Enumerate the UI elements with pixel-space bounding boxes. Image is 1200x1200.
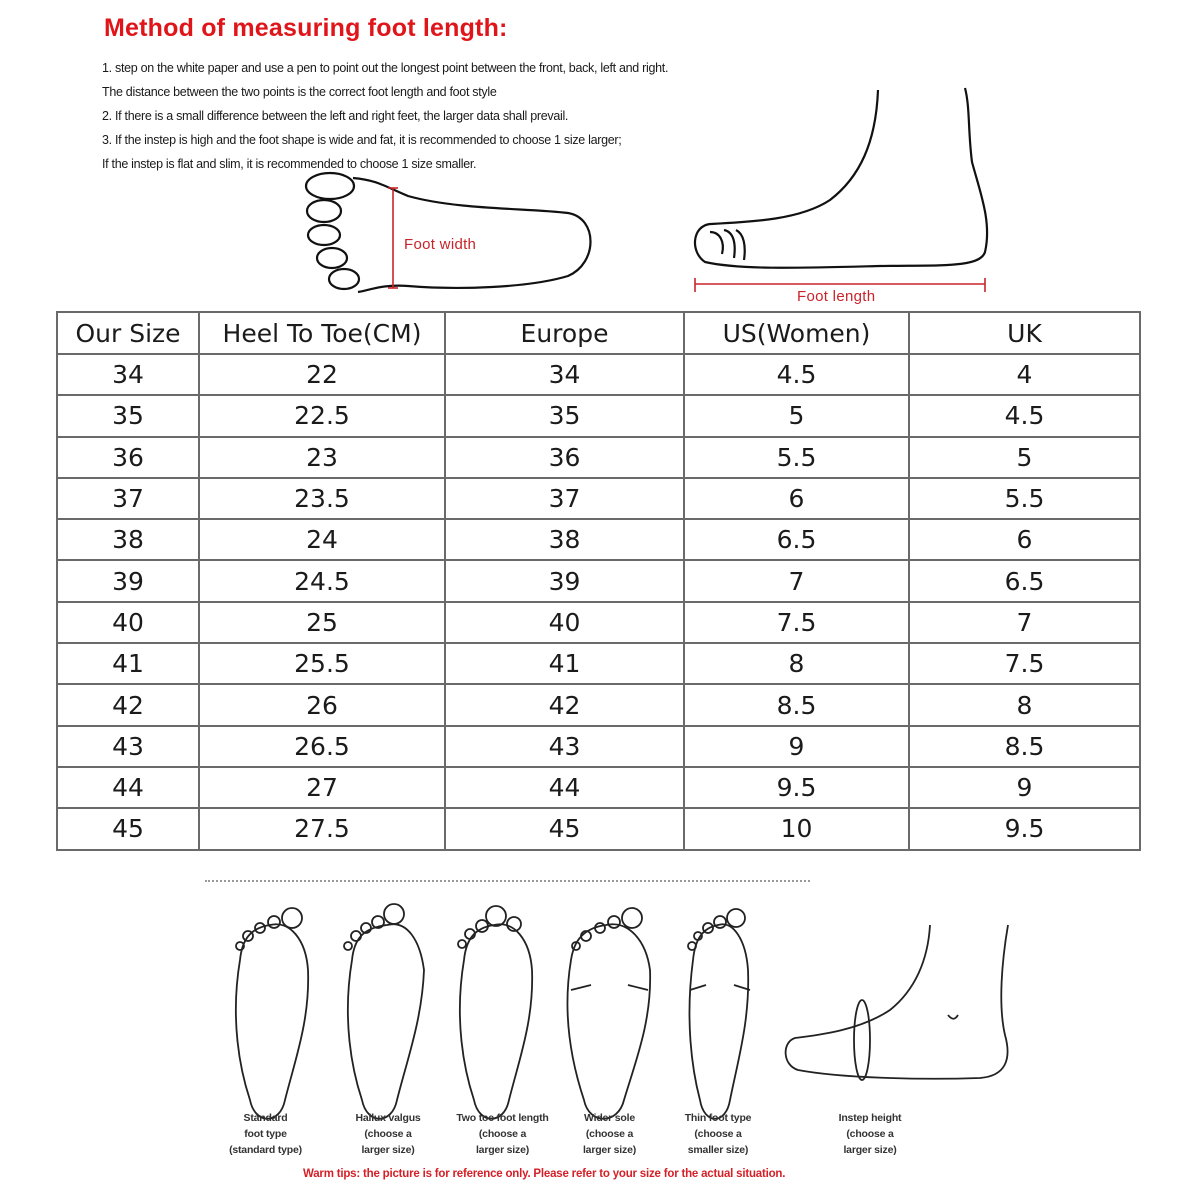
table-cell: 24 — [199, 519, 445, 560]
instruction-line: 1. step on the white paper and use a pen to point out the longest point between the front, back, left and right. — [102, 61, 669, 75]
table-cell: 9.5 — [684, 767, 909, 808]
table-row — [57, 684, 1140, 725]
table-cell: 25 — [199, 602, 445, 643]
table-cell: 6 — [909, 519, 1140, 560]
table-row — [57, 395, 1140, 436]
table-cell: 10 — [684, 808, 909, 849]
table-cell: 41 — [57, 643, 199, 684]
table-cell: 45 — [57, 808, 199, 849]
table-cell: 23 — [199, 437, 445, 478]
table-cell: 37 — [445, 478, 684, 519]
table-cell: 38 — [445, 519, 684, 560]
table-cell: 36 — [57, 437, 199, 478]
warm-tips: Warm tips: the picture is for reference only. Please refer to your size for the actual situation. — [303, 1168, 786, 1180]
table-cell: 43 — [57, 726, 199, 767]
table-row — [57, 726, 1140, 767]
table-cell: 7 — [909, 602, 1140, 643]
table-row — [57, 560, 1140, 601]
foot-type-caption-standard: Standard foot type (standard type) — [229, 1112, 302, 1156]
table-cell: 44 — [445, 767, 684, 808]
table-cell: 43 — [445, 726, 684, 767]
table-cell: 26.5 — [199, 726, 445, 767]
instruction-line: The distance between the two points is the correct foot length and foot style — [102, 85, 497, 99]
foot-length-label: Foot length — [797, 288, 876, 305]
table-cell: 7.5 — [909, 643, 1140, 684]
instep-height-diagram — [780, 920, 1020, 1100]
table-cell: 35 — [57, 395, 199, 436]
table-cell: 45 — [445, 808, 684, 849]
instruction-line: 2. If there is a small difference between the left and right feet, the larger data shall prevail. — [102, 109, 569, 123]
table-header-row — [57, 312, 1140, 354]
table-cell: 6.5 — [909, 560, 1140, 601]
table-cell: 8.5 — [684, 684, 909, 725]
table-cell: 7.5 — [684, 602, 909, 643]
table-cell: 8 — [684, 643, 909, 684]
table-cell: 5.5 — [909, 478, 1140, 519]
foot-width-label: Foot width — [404, 236, 477, 253]
table-cell: 23.5 — [199, 478, 445, 519]
foot-side-diagram — [680, 82, 1000, 312]
table-cell: 9 — [684, 726, 909, 767]
table-cell: 8 — [909, 684, 1140, 725]
foot-type-caption-two-toe: Two toe foot length (choose a larger size) — [456, 1112, 549, 1156]
table-cell: 41 — [445, 643, 684, 684]
table-cell: 42 — [57, 684, 199, 725]
table-cell: 40 — [445, 602, 684, 643]
instruction-line: 3. If the instep is high and the foot shape is wide and fat, it is recommended to choose 1 size larger; — [102, 133, 622, 147]
table-cell: 26 — [199, 684, 445, 725]
table-row — [57, 602, 1140, 643]
table-row — [57, 437, 1140, 478]
header-uk: UK — [909, 312, 1140, 354]
table-cell: 5.5 — [684, 437, 909, 478]
table-cell: 4 — [909, 354, 1140, 395]
table-cell: 42 — [445, 684, 684, 725]
table-cell: 24.5 — [199, 560, 445, 601]
table-cell: 9.5 — [909, 808, 1140, 849]
foot-type-caption-thin-foot: Thin foot type (choose a smaller size) — [684, 1112, 752, 1156]
header-heel-to-toe: Heel To Toe(CM) — [199, 312, 445, 354]
table-cell: 4.5 — [684, 354, 909, 395]
table-row — [57, 643, 1140, 684]
table-cell: 8.5 — [909, 726, 1140, 767]
header-us-women: US(Women) — [684, 312, 909, 354]
page-title: Method of measuring foot length: — [104, 14, 508, 42]
header-europe: Europe — [445, 312, 684, 354]
header-our-size: Our Size — [57, 312, 199, 354]
table-row — [57, 478, 1140, 519]
table-cell: 34 — [445, 354, 684, 395]
foot-type-caption-instep-height: Instep height (choose a larger size) — [838, 1112, 902, 1156]
table-cell: 39 — [57, 560, 199, 601]
table-cell: 4.5 — [909, 395, 1140, 436]
size-chart-table — [56, 311, 1141, 851]
table-cell: 5 — [909, 437, 1140, 478]
table-row — [57, 767, 1140, 808]
table-cell: 34 — [57, 354, 199, 395]
table-cell: 40 — [57, 602, 199, 643]
foot-type-caption-hallux-valgus: Hallux valgus (choose a larger size) — [355, 1112, 421, 1156]
table-cell: 27.5 — [199, 808, 445, 849]
table-row — [57, 519, 1140, 560]
table-cell: 6 — [684, 478, 909, 519]
table-cell: 22.5 — [199, 395, 445, 436]
table-cell: 25.5 — [199, 643, 445, 684]
table-cell: 22 — [199, 354, 445, 395]
instruction-line: If the instep is flat and slim, it is recommended to choose 1 size smaller. — [102, 157, 477, 171]
table-cell: 7 — [684, 560, 909, 601]
table-cell: 36 — [445, 437, 684, 478]
table-cell: 6.5 — [684, 519, 909, 560]
table-row — [57, 808, 1140, 849]
table-cell: 35 — [445, 395, 684, 436]
table-cell: 9 — [909, 767, 1140, 808]
table-cell: 39 — [445, 560, 684, 601]
table-cell: 5 — [684, 395, 909, 436]
table-row — [57, 354, 1140, 395]
table-cell: 27 — [199, 767, 445, 808]
table-cell: 44 — [57, 767, 199, 808]
table-cell: 38 — [57, 519, 199, 560]
foot-type-caption-wider-sole: Wider sole (choose a larger size) — [582, 1112, 637, 1156]
table-cell: 37 — [57, 478, 199, 519]
